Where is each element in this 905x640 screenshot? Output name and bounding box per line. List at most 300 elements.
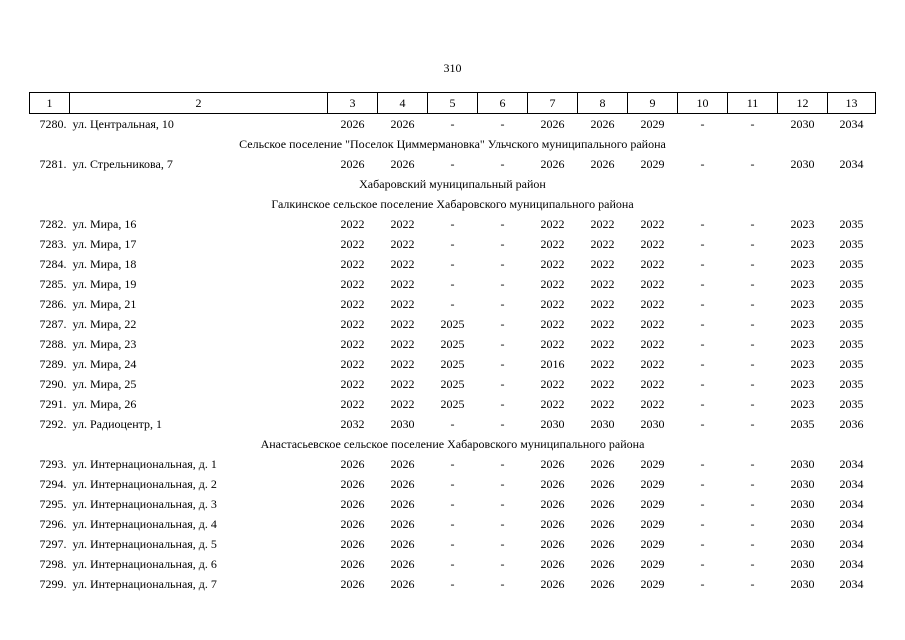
year-cell: -	[700, 497, 705, 511]
year-cell: 2023	[790, 317, 815, 331]
year-cell: -	[450, 217, 455, 231]
year-cell: 2022	[640, 277, 665, 291]
section-heading-row	[30, 434, 876, 454]
year-cell: 2030	[790, 477, 815, 491]
year-cell: -	[750, 257, 755, 271]
year-cell: 2022	[640, 377, 665, 391]
year-cell: -	[500, 517, 505, 531]
year-cell: 2029	[640, 497, 665, 511]
year-cell: -	[500, 377, 505, 391]
year-cell: 2022	[390, 377, 415, 391]
year-cell: 2026	[390, 157, 415, 171]
table-row	[30, 334, 876, 354]
table-row	[30, 514, 876, 534]
address-cell: ул. Мира, 22	[72, 317, 137, 331]
year-cell: -	[500, 457, 505, 471]
year-cell: -	[450, 157, 455, 171]
table-row	[30, 114, 876, 135]
year-cell: 2026	[390, 457, 415, 471]
table-row	[30, 234, 876, 254]
year-cell: -	[750, 337, 755, 351]
year-cell: 2023	[790, 277, 815, 291]
address-cell: ул. Интернациональная, д. 1	[72, 457, 217, 471]
year-cell: -	[750, 577, 755, 591]
year-cell: -	[700, 517, 705, 531]
year-cell: -	[700, 297, 705, 311]
year-cell: 2026	[590, 537, 615, 551]
row-number: 7283.	[39, 237, 67, 251]
address-cell: ул. Интернациональная, д. 7	[72, 577, 217, 591]
year-cell: -	[450, 257, 455, 271]
year-cell: 2022	[390, 337, 415, 351]
year-cell: 2034	[839, 517, 864, 531]
year-cell: 2025	[440, 377, 465, 391]
year-cell: 2026	[590, 117, 615, 131]
year-cell: -	[700, 537, 705, 551]
year-cell: 2035	[839, 337, 864, 351]
address-cell: ул. Мира, 16	[72, 217, 137, 231]
year-cell: -	[750, 457, 755, 471]
address-cell: ул. Центральная, 10	[72, 117, 174, 131]
header-cell: 11	[728, 93, 778, 114]
table-row	[30, 394, 876, 414]
year-cell: 2022	[640, 297, 665, 311]
year-cell: -	[750, 317, 755, 331]
year-cell: -	[500, 557, 505, 571]
year-cell: 2022	[540, 397, 565, 411]
year-cell: 2026	[340, 117, 365, 131]
year-cell: -	[750, 417, 755, 431]
year-cell: -	[500, 397, 505, 411]
year-cell: 2023	[790, 237, 815, 251]
address-cell: ул. Интернациональная, д. 2	[72, 477, 217, 491]
year-cell: 2026	[390, 117, 415, 131]
year-cell: -	[500, 297, 505, 311]
address-cell: ул. Стрельникова, 7	[72, 157, 173, 171]
year-cell: 2026	[590, 517, 615, 531]
year-cell: -	[700, 477, 705, 491]
year-cell: 2023	[790, 297, 815, 311]
row-number: 7289.	[39, 357, 67, 371]
year-cell: 2026	[340, 557, 365, 571]
year-cell: -	[500, 217, 505, 231]
section-heading: Галкинское сельское поселение Хабаровского муниципального района	[271, 197, 634, 211]
row-number: 7296.	[39, 517, 67, 531]
year-cell: -	[750, 117, 755, 131]
header-cell: 6	[478, 93, 528, 114]
year-cell: 2022	[390, 397, 415, 411]
address-cell: ул. Радиоцентр, 1	[72, 417, 163, 431]
year-cell: -	[500, 497, 505, 511]
year-cell: -	[700, 357, 705, 371]
year-cell: 2022	[590, 237, 615, 251]
year-cell: 2026	[540, 477, 565, 491]
year-cell: -	[700, 377, 705, 391]
year-cell: 2022	[390, 297, 415, 311]
year-cell: -	[450, 517, 455, 531]
year-cell: 2022	[590, 217, 615, 231]
year-cell: 2022	[340, 237, 365, 251]
year-cell: 2022	[340, 317, 365, 331]
year-cell: 2030	[790, 157, 815, 171]
year-cell: 2022	[640, 317, 665, 331]
year-cell: 2029	[640, 457, 665, 471]
year-cell: 2022	[590, 337, 615, 351]
year-cell: 2026	[340, 477, 365, 491]
table-row	[30, 274, 876, 294]
year-cell: 2030	[390, 417, 415, 431]
table-row	[30, 414, 876, 434]
section-heading: Анастасьевское сельское поселение Хабаровского муниципального района	[260, 437, 645, 451]
table-row	[30, 254, 876, 274]
year-cell: 2022	[590, 357, 615, 371]
year-cell: 2023	[790, 357, 815, 371]
year-cell: -	[450, 457, 455, 471]
year-cell: 2030	[790, 497, 815, 511]
year-cell: -	[750, 217, 755, 231]
year-cell: 2026	[390, 497, 415, 511]
year-cell: 2035	[790, 417, 815, 431]
row-number: 7295.	[39, 497, 67, 511]
row-number: 7287.	[39, 317, 67, 331]
address-cell: ул. Мира, 19	[72, 277, 137, 291]
row-number: 7288.	[39, 337, 67, 351]
address-cell: ул. Мира, 26	[72, 397, 137, 411]
year-cell: 2034	[839, 477, 864, 491]
year-cell: -	[700, 257, 705, 271]
year-cell: -	[450, 537, 455, 551]
year-cell: 2022	[590, 317, 615, 331]
table-row	[30, 294, 876, 314]
year-cell: 2022	[640, 357, 665, 371]
year-cell: -	[500, 537, 505, 551]
section-heading-row	[30, 174, 876, 194]
year-cell: 2022	[540, 237, 565, 251]
page-number: 310	[443, 61, 462, 75]
year-cell: 2030	[790, 517, 815, 531]
header-cell: 9	[628, 93, 678, 114]
row-number: 7298.	[39, 557, 67, 571]
year-cell: 2029	[640, 117, 665, 131]
year-cell: 2022	[590, 257, 615, 271]
year-cell: 2030	[790, 537, 815, 551]
year-cell: 2030	[540, 417, 565, 431]
year-cell: 2035	[839, 217, 864, 231]
header-cell: 3	[328, 93, 378, 114]
year-cell: -	[750, 297, 755, 311]
year-cell: -	[700, 117, 705, 131]
year-cell: -	[500, 337, 505, 351]
row-number: 7294.	[39, 477, 67, 491]
address-cell: ул. Мира, 21	[72, 297, 137, 311]
year-cell: -	[750, 377, 755, 391]
year-cell: 2034	[839, 457, 864, 471]
year-cell: 2022	[590, 397, 615, 411]
year-cell: -	[700, 317, 705, 331]
year-cell: 2022	[540, 277, 565, 291]
table-header	[30, 93, 876, 114]
year-cell: 2035	[839, 277, 864, 291]
table-row	[30, 574, 876, 594]
header-cell: 8	[578, 93, 628, 114]
year-cell: -	[700, 157, 705, 171]
year-cell: 2029	[640, 537, 665, 551]
year-cell: -	[450, 237, 455, 251]
year-cell: 2022	[590, 377, 615, 391]
year-cell: 2030	[790, 557, 815, 571]
year-cell: 2026	[590, 157, 615, 171]
year-cell: 2022	[340, 397, 365, 411]
year-cell: 2035	[839, 257, 864, 271]
year-cell: 2022	[340, 257, 365, 271]
address-cell: ул. Мира, 23	[72, 337, 137, 351]
row-number: 7281.	[39, 157, 67, 171]
header-cell: 7	[528, 93, 578, 114]
year-cell: 2025	[440, 397, 465, 411]
section-heading: Хабаровский муниципальный район	[359, 177, 546, 191]
year-cell: -	[500, 577, 505, 591]
year-cell: 2034	[839, 577, 864, 591]
year-cell: -	[750, 557, 755, 571]
year-cell: 2026	[540, 577, 565, 591]
year-cell: 2026	[540, 497, 565, 511]
address-cell: ул. Мира, 25	[72, 377, 137, 391]
year-cell: 2025	[440, 317, 465, 331]
year-cell: 2026	[540, 557, 565, 571]
year-cell: 2022	[340, 357, 365, 371]
year-cell: 2022	[340, 297, 365, 311]
address-cell: ул. Интернациональная, д. 3	[72, 497, 217, 511]
year-cell: 2022	[540, 377, 565, 391]
section-heading-row	[30, 194, 876, 214]
year-cell: 2016	[540, 357, 565, 371]
year-cell: 2022	[640, 257, 665, 271]
table-row	[30, 494, 876, 514]
row-number: 7286.	[39, 297, 67, 311]
year-cell: 2030	[640, 417, 665, 431]
year-cell: 2034	[839, 157, 864, 171]
year-cell: -	[450, 417, 455, 431]
address-cell: ул. Интернациональная, д. 4	[72, 517, 217, 531]
year-cell: -	[500, 237, 505, 251]
section-heading: Сельское поселение "Поселок Циммермановка" Ульчского муниципального района	[239, 137, 666, 151]
year-cell: 2022	[390, 237, 415, 251]
year-cell: -	[750, 237, 755, 251]
year-cell: 2022	[640, 237, 665, 251]
row-number: 7293.	[39, 457, 67, 471]
year-cell: 2029	[640, 577, 665, 591]
year-cell: -	[450, 117, 455, 131]
table-row	[30, 554, 876, 574]
year-cell: 2022	[340, 377, 365, 391]
year-cell: 2022	[540, 337, 565, 351]
row-number: 7290.	[39, 377, 67, 391]
year-cell: 2029	[640, 517, 665, 531]
year-cell: 2026	[540, 537, 565, 551]
address-cell: ул. Интернациональная, д. 6	[72, 557, 217, 571]
year-cell: 2034	[839, 497, 864, 511]
year-cell: 2026	[390, 577, 415, 591]
year-cell: -	[750, 357, 755, 371]
year-cell: -	[700, 417, 705, 431]
year-cell: 2030	[590, 417, 615, 431]
year-cell: -	[450, 297, 455, 311]
year-cell: -	[750, 517, 755, 531]
row-number: 7297.	[39, 537, 67, 551]
year-cell: 2035	[839, 397, 864, 411]
year-cell: 2035	[839, 377, 864, 391]
year-cell: -	[450, 557, 455, 571]
address-cell: ул. Мира, 24	[72, 357, 137, 371]
year-cell: -	[750, 397, 755, 411]
year-cell: 2036	[839, 417, 864, 431]
year-cell: 2022	[590, 277, 615, 291]
year-cell: 2035	[839, 237, 864, 251]
year-cell: -	[500, 257, 505, 271]
year-cell: 2026	[540, 157, 565, 171]
year-cell: 2023	[790, 217, 815, 231]
year-cell: -	[450, 277, 455, 291]
table-row	[30, 534, 876, 554]
year-cell: -	[500, 417, 505, 431]
year-cell: -	[500, 477, 505, 491]
table-row	[30, 314, 876, 334]
year-cell: 2022	[390, 317, 415, 331]
year-cell: 2025	[440, 337, 465, 351]
table-row	[30, 214, 876, 234]
address-cell: ул. Мира, 18	[72, 257, 137, 271]
year-cell: -	[500, 117, 505, 131]
row-number: 7280.	[39, 117, 67, 131]
year-cell: 2026	[340, 537, 365, 551]
year-cell: 2026	[390, 477, 415, 491]
year-cell: -	[750, 477, 755, 491]
year-cell: -	[700, 577, 705, 591]
year-cell: -	[500, 317, 505, 331]
year-cell: 2029	[640, 557, 665, 571]
year-cell: 2026	[590, 557, 615, 571]
year-cell: 2023	[790, 397, 815, 411]
year-cell: 2026	[590, 577, 615, 591]
header-cell: 10	[678, 93, 728, 114]
year-cell: 2022	[540, 317, 565, 331]
year-cell: 2026	[540, 117, 565, 131]
year-cell: 2026	[590, 497, 615, 511]
year-cell: 2022	[540, 217, 565, 231]
year-cell: -	[700, 217, 705, 231]
year-cell: -	[700, 237, 705, 251]
section-heading-row	[30, 134, 876, 154]
year-cell: -	[700, 337, 705, 351]
year-cell: 2026	[390, 517, 415, 531]
year-cell: 2022	[640, 397, 665, 411]
year-cell: 2035	[839, 317, 864, 331]
year-cell: -	[750, 157, 755, 171]
year-cell: 2026	[390, 537, 415, 551]
table-row	[30, 154, 876, 174]
year-cell: -	[750, 537, 755, 551]
year-cell: 2029	[640, 157, 665, 171]
year-cell: 2022	[590, 297, 615, 311]
year-cell: 2030	[790, 117, 815, 131]
year-cell: 2034	[839, 537, 864, 551]
header-cell: 12	[778, 93, 828, 114]
header-cell: 2	[70, 93, 328, 114]
table-row	[30, 374, 876, 394]
year-cell: 2026	[340, 517, 365, 531]
address-cell: ул. Интернациональная, д. 5	[72, 537, 217, 551]
row-number: 7285.	[39, 277, 67, 291]
year-cell: 2026	[340, 577, 365, 591]
year-cell: 2022	[390, 357, 415, 371]
header-cell: 4	[378, 93, 428, 114]
year-cell: 2025	[440, 357, 465, 371]
year-cell: 2023	[790, 377, 815, 391]
year-cell: -	[450, 477, 455, 491]
year-cell: 2030	[790, 457, 815, 471]
year-cell: -	[450, 577, 455, 591]
row-number: 7291.	[39, 397, 67, 411]
year-cell: 2026	[340, 157, 365, 171]
year-cell: 2026	[540, 517, 565, 531]
header-cell: 1	[30, 93, 70, 114]
year-cell: -	[700, 277, 705, 291]
address-cell: ул. Мира, 17	[72, 237, 137, 251]
year-cell: 2022	[390, 257, 415, 271]
year-cell: 2030	[790, 577, 815, 591]
header-cell: 5	[428, 93, 478, 114]
year-cell: -	[500, 277, 505, 291]
year-cell: 2022	[340, 217, 365, 231]
row-number: 7282.	[39, 217, 67, 231]
row-number: 7292.	[39, 417, 67, 431]
year-cell: -	[750, 497, 755, 511]
year-cell: 2022	[640, 217, 665, 231]
year-cell: 2035	[839, 297, 864, 311]
header-row	[30, 93, 876, 114]
row-number: 7299.	[39, 577, 67, 591]
year-cell: 2029	[640, 477, 665, 491]
year-cell: 2022	[390, 217, 415, 231]
year-cell: -	[700, 457, 705, 471]
year-cell: -	[500, 357, 505, 371]
year-cell: 2035	[839, 357, 864, 371]
year-cell: 2023	[790, 337, 815, 351]
year-cell: 2034	[839, 557, 864, 571]
data-table	[29, 92, 876, 594]
year-cell: 2026	[390, 557, 415, 571]
year-cell: -	[500, 157, 505, 171]
year-cell: 2023	[790, 257, 815, 271]
table-row	[30, 474, 876, 494]
table-row	[30, 454, 876, 474]
table-row	[30, 354, 876, 374]
year-cell: -	[450, 497, 455, 511]
year-cell: 2032	[340, 417, 365, 431]
year-cell: -	[750, 277, 755, 291]
year-cell: 2026	[340, 457, 365, 471]
year-cell: 2026	[590, 457, 615, 471]
year-cell: 2026	[540, 457, 565, 471]
year-cell: 2022	[340, 337, 365, 351]
year-cell: 2022	[540, 257, 565, 271]
year-cell: 2026	[590, 477, 615, 491]
year-cell: 2034	[839, 117, 864, 131]
year-cell: -	[700, 397, 705, 411]
row-number: 7284.	[39, 257, 67, 271]
year-cell: 2026	[340, 497, 365, 511]
header-cell: 13	[828, 93, 876, 114]
